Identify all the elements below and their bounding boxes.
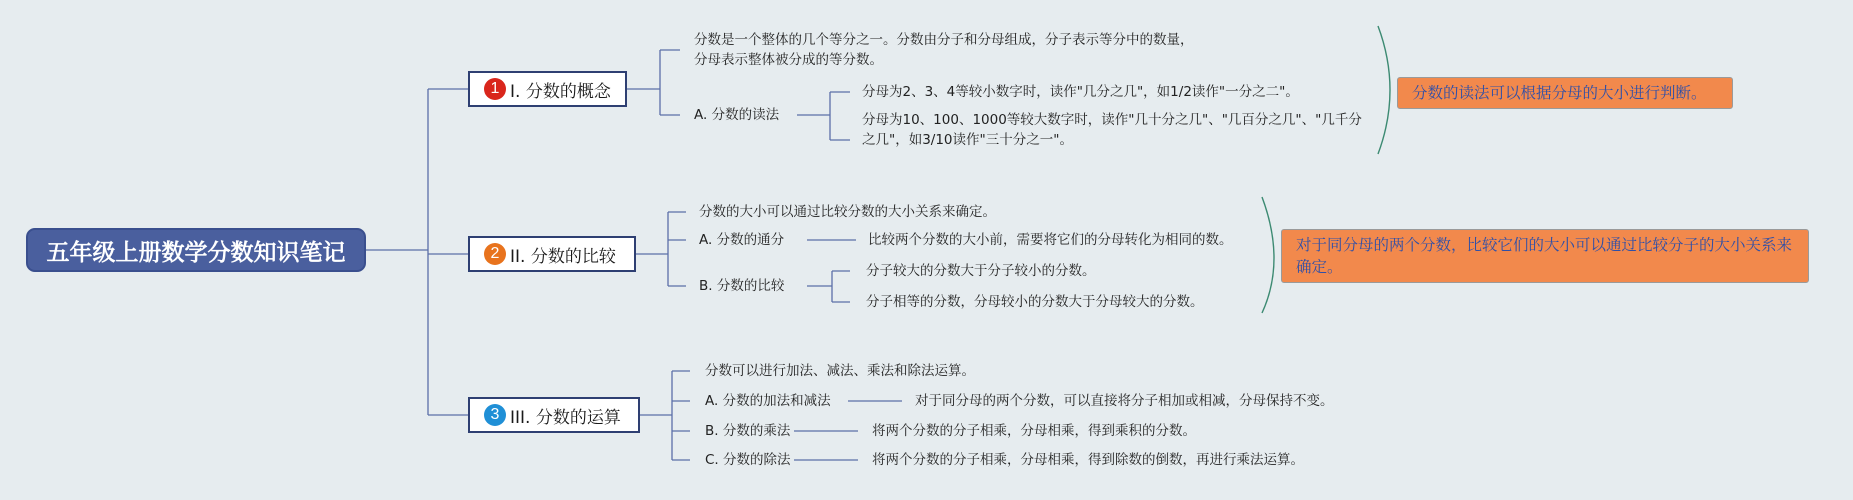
compare-detail-numerator[interactable]: 分子较大的分数大于分子较小的分数。 xyxy=(866,263,1096,279)
common-denominator-detail[interactable]: 比较两个分数的大小前，需要将它们的分母转化为相同的数。 xyxy=(868,232,1233,248)
branch-title: III. 分数的运算 xyxy=(510,407,621,428)
summary-callout-reading[interactable] xyxy=(1397,77,1733,109)
branch-concept[interactable] xyxy=(468,71,627,107)
concept-intro[interactable]: 分数是一个整体的几个等分之一。分数由分子和分母组成，分子表示等分中的数量，分母表示整体被分成的等分数。 xyxy=(694,32,1194,68)
branch-operations[interactable] xyxy=(468,397,640,433)
multiply-detail[interactable]: 将两个分数的分子相乘，分母相乘，得到乘积的分数。 xyxy=(872,423,1196,439)
root-title: 五年级上册数学分数知识笔记 xyxy=(46,239,346,266)
subtopic-add-subtract[interactable]: A. 分数的加法和减法 xyxy=(705,393,831,409)
callout-text: 分数的读法可以根据分母的大小进行判断。 xyxy=(1412,84,1707,102)
subtopic-reading[interactable]: A. 分数的读法 xyxy=(694,107,780,123)
reading-detail-large[interactable]: 分母为10、100、1000等较大数字时，读作"几十分之几"、"几百分之几"、"几千分之几"，如3/10读作"三十分之一"。 xyxy=(862,112,1362,148)
root-topic[interactable] xyxy=(26,228,366,272)
callout-text: 对于同分母的两个分数，比较它们的大小可以通过比较分子的大小关系来确定。 xyxy=(1296,236,1793,276)
subtopic-divide[interactable]: C. 分数的除法 xyxy=(705,452,791,468)
subtopic-common-denominator[interactable]: A. 分数的通分 xyxy=(699,232,785,248)
subtopic-compare[interactable]: B. 分数的比较 xyxy=(699,278,785,294)
operations-intro[interactable]: 分数可以进行加法、减法、乘法和除法运算。 xyxy=(705,363,975,379)
summary-callout-comparison[interactable] xyxy=(1281,229,1809,283)
divide-detail[interactable]: 将两个分数的分子相乘，分母相乘，得到除数的倒数，再进行乘法运算。 xyxy=(872,452,1304,468)
number-2-badge-icon: 2 xyxy=(484,243,506,265)
branch-title: I. 分数的概念 xyxy=(510,81,611,102)
branch-title: II. 分数的比较 xyxy=(510,246,616,267)
comparison-intro[interactable]: 分数的大小可以通过比较分数的大小关系来确定。 xyxy=(699,204,996,220)
reading-detail-small[interactable]: 分母为2、3、4等较小数字时，读作"几分之几"，如1/2读作"一分之二"。 xyxy=(862,84,1299,100)
subtopic-multiply[interactable]: B. 分数的乘法 xyxy=(705,423,791,439)
compare-detail-denominator[interactable]: 分子相等的分数，分母较小的分数大于分母较大的分数。 xyxy=(866,294,1204,310)
number-3-badge-icon: 3 xyxy=(484,404,506,426)
number-1-badge-icon: 1 xyxy=(484,78,506,100)
branch-comparison[interactable] xyxy=(468,236,636,272)
add-subtract-detail[interactable]: 对于同分母的两个分数，可以直接将分子相加或相减，分母保持不变。 xyxy=(915,393,1334,409)
